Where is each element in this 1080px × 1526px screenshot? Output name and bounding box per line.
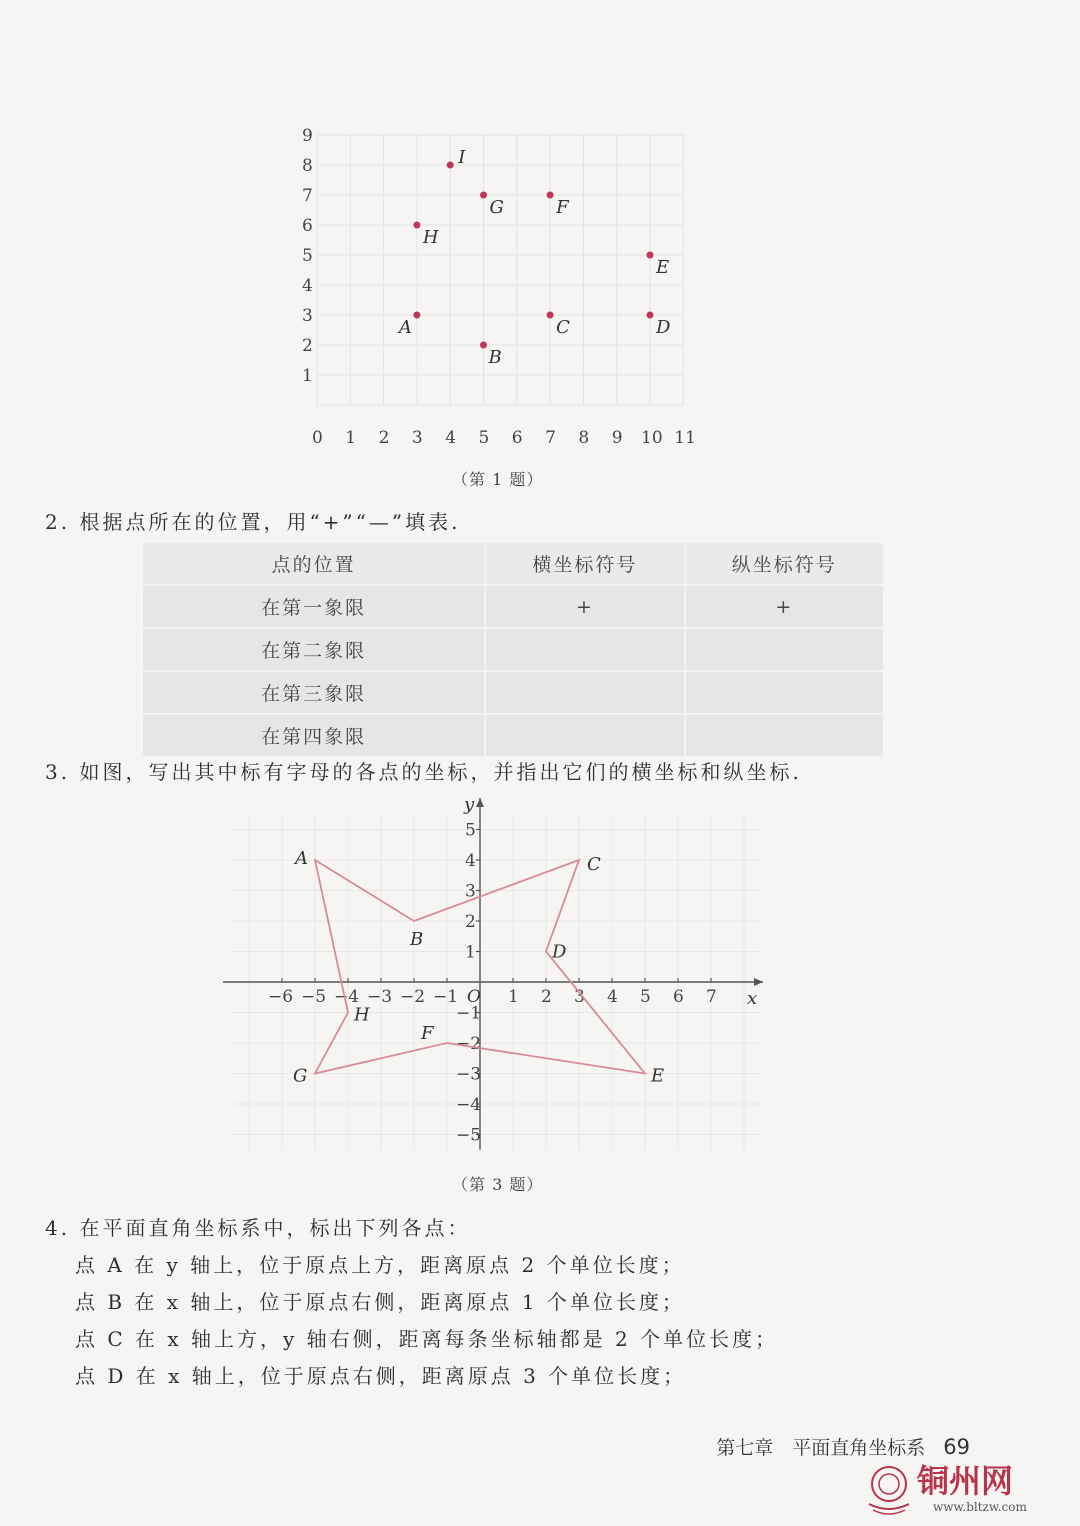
- x-tick-label: −6: [268, 987, 294, 1007]
- vertex-label-g: G: [293, 1065, 308, 1087]
- origin-label: O: [467, 987, 481, 1007]
- point-label: G: [489, 197, 504, 218]
- point-c: [547, 312, 554, 319]
- y-tick-label: 6: [302, 216, 313, 236]
- x-tick-label: 2: [541, 987, 552, 1007]
- x-tick-label: 2: [378, 428, 390, 448]
- x-tick-label: 4: [445, 428, 457, 448]
- vertex-label-b: B: [410, 929, 424, 950]
- header-y-sign: 纵坐标符号: [685, 543, 883, 585]
- watermark-logo: [863, 1458, 1068, 1516]
- x-tick-label: 3: [411, 428, 423, 448]
- point-label: F: [556, 197, 569, 218]
- x-tick-label: 11: [674, 428, 696, 448]
- q1-chart: [280, 126, 720, 450]
- y-tick-label: −3: [456, 1064, 482, 1085]
- watermark-url: www.bltzw.com: [933, 1500, 1027, 1514]
- q3-caption: （第 3 题）: [452, 1175, 544, 1194]
- x-tick-label: 7: [706, 987, 717, 1007]
- q4-line-a: 点 A 在 y 轴上，位于原点上方，距离原点 2 个单位长度；: [75, 1253, 685, 1277]
- vertex-label-e: E: [651, 1065, 665, 1087]
- vertex-label-h: H: [354, 1004, 370, 1026]
- y-tick-label: 2: [302, 336, 313, 356]
- y-tick-label: 5: [465, 820, 476, 841]
- q4-line-c: 点 C 在 x 轴上方，y 轴右侧，距离每条坐标轴都是 2 个单位长度；: [75, 1327, 779, 1351]
- x-tick-label: 1: [345, 428, 357, 448]
- cell-position: 在第三象限: [143, 671, 485, 714]
- y-tick-label: 1: [465, 942, 476, 963]
- cell-position: 在第四象限: [143, 714, 485, 757]
- q1-caption: （第 1 题）: [452, 470, 544, 489]
- table-row: [143, 671, 883, 714]
- y-axis-label: y: [464, 794, 475, 815]
- x-tick-label: 4: [607, 987, 618, 1007]
- vertex-label-c: C: [587, 854, 601, 875]
- x-tick-label: 1: [508, 987, 519, 1007]
- cell-y-sign: [685, 628, 883, 671]
- y-tick-label: 4: [302, 276, 313, 296]
- y-tick-label: 3: [465, 881, 476, 902]
- cell-position: 在第二象限: [143, 628, 485, 671]
- x-tick-label: −3: [367, 987, 393, 1007]
- header-x-sign: 横坐标符号: [485, 543, 684, 585]
- x-tick-label: 3: [574, 987, 585, 1007]
- point-h: [413, 222, 420, 229]
- point-label: H: [422, 227, 439, 248]
- x-tick-label: 5: [478, 428, 490, 448]
- y-tick-label: −4: [456, 1095, 482, 1115]
- y-tick-label: −2: [456, 1034, 482, 1054]
- chapter-title: 第七章 平面直角坐标系: [716, 1437, 926, 1459]
- x-tick-label: 6: [673, 987, 684, 1007]
- y-tick-label: 5: [302, 246, 313, 266]
- cell-x-sign: [485, 628, 684, 671]
- cell-y-sign: [685, 671, 883, 714]
- y-axis-arrow-icon: [476, 798, 484, 807]
- cell-position: 在第一象限: [143, 585, 485, 628]
- point-i: [447, 162, 454, 169]
- header-position: 点的位置: [143, 543, 485, 585]
- point-a: [413, 312, 420, 319]
- x-tick-label: 0: [312, 428, 323, 448]
- cell-y-sign: [685, 714, 883, 757]
- y-tick-label: −1: [456, 1003, 482, 1024]
- y-tick-label: 7: [302, 186, 313, 206]
- vertex-label-a: A: [295, 848, 308, 869]
- watermark-name: 铜州网: [917, 1462, 1014, 1500]
- point-label: I: [458, 147, 466, 168]
- x-tick-label: 9: [611, 428, 623, 448]
- x-axis-arrow-icon: [754, 978, 763, 986]
- point-label: C: [556, 317, 570, 338]
- watermark-emblem-icon: [869, 1467, 909, 1514]
- table-row: [143, 628, 883, 671]
- table-row: [143, 585, 883, 628]
- cell-x-sign: [485, 671, 684, 714]
- x-tick-label: −5: [301, 987, 327, 1007]
- point-e: [647, 252, 654, 259]
- cell-x-sign: [485, 714, 684, 757]
- x-axis-label: x: [747, 988, 758, 1009]
- q4-title: 4. 在平面直角坐标系中，标出下列各点：: [45, 1216, 471, 1240]
- cell-y-sign: +: [685, 585, 883, 628]
- x-tick-label: 6: [511, 428, 523, 448]
- point-label: A: [398, 317, 412, 338]
- q4-line-b: 点 B 在 x 轴上，位于原点右侧，距离原点 1 个单位长度；: [75, 1290, 685, 1314]
- table-header-row: [143, 543, 883, 585]
- y-tick-label: 2: [465, 912, 476, 932]
- point-label: B: [488, 347, 502, 368]
- x-tick-label: 8: [578, 428, 590, 448]
- point-label: D: [656, 317, 671, 338]
- y-tick-label: 9: [302, 126, 313, 146]
- vertex-label-d: D: [552, 941, 567, 963]
- page-number: 69: [943, 1435, 970, 1459]
- cell-x-sign: +: [485, 585, 684, 628]
- y-tick-label: 3: [302, 306, 313, 326]
- table-row: [143, 714, 883, 757]
- q4-line-d: 点 D 在 x 轴上，位于原点右侧，距离原点 3 个单位长度；: [75, 1364, 687, 1388]
- page-footer: [716, 1433, 970, 1460]
- x-tick-label: −4: [334, 987, 360, 1007]
- x-tick-label: −1: [433, 987, 459, 1007]
- x-tick-label: 7: [545, 428, 556, 448]
- x-tick-label: −2: [400, 987, 426, 1007]
- q2-text: 2. 根据点所在的位置，用“+”“—”填表.: [45, 510, 461, 534]
- q3-chart: [215, 790, 785, 1160]
- vertex-label-f: F: [421, 1023, 434, 1044]
- point-f: [547, 192, 554, 199]
- y-tick-label: 1: [302, 366, 313, 386]
- y-tick-label: 4: [465, 851, 476, 871]
- point-d: [647, 312, 654, 319]
- x-tick-label: 5: [640, 987, 651, 1007]
- point-g: [480, 192, 487, 199]
- sign-table: [143, 543, 883, 758]
- x-tick-label: 10: [641, 428, 663, 448]
- point-label: E: [656, 257, 670, 278]
- q3-text: 3. 如图，写出其中标有字母的各点的坐标，并指出它们的横坐标和纵坐标.: [45, 760, 802, 784]
- y-tick-label: 8: [302, 156, 313, 176]
- point-b: [480, 342, 487, 349]
- y-tick-label: −5: [456, 1125, 482, 1146]
